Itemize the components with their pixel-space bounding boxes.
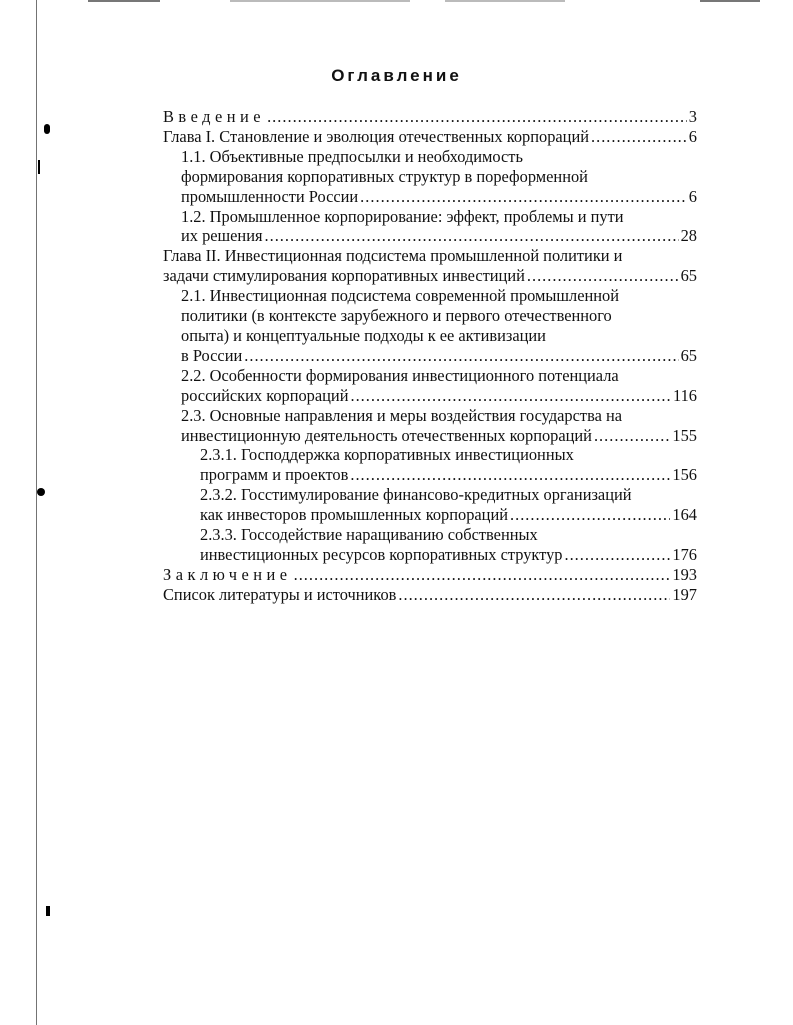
- toc-entry: [163, 525, 697, 565]
- toc-entry-leader-row: [163, 266, 697, 286]
- toc-entry-text: инвестиционную деятельность отечественных корпораций: [181, 425, 592, 445]
- toc-entry-text: российских корпораций: [181, 385, 349, 405]
- toc-entry: [163, 107, 697, 127]
- toc-entry-text: 1.1. Объективные предпосылки и необходимость: [181, 146, 523, 166]
- toc-entry: [163, 286, 697, 366]
- dot-leader: [591, 127, 687, 147]
- page-number: 156: [672, 465, 697, 485]
- scan-mark: [46, 906, 50, 916]
- toc-entry-text: в России: [181, 345, 243, 365]
- dot-leader: [244, 346, 678, 366]
- toc-entry-leader-row: [181, 346, 697, 366]
- page-number: 6: [688, 186, 697, 206]
- toc-entry-text: 2.1. Инвестиционная подсистема современной промышленной: [181, 286, 620, 306]
- toc-entry-text: политики (в контексте зарубежного и первого отечественного: [181, 306, 612, 326]
- page-number: 65: [680, 266, 697, 286]
- toc-entry-text: 2.3.2. Госстимулирование финансово-кредитных организаций: [200, 485, 632, 505]
- toc-entry: [163, 485, 697, 525]
- toc-entry-text: Заключение: [163, 564, 292, 584]
- page-number: 197: [672, 584, 697, 604]
- dot-leader: [350, 386, 671, 406]
- toc-entry-text: Введение: [163, 107, 266, 126]
- toc-entry-text: Список литературы и источников: [163, 584, 397, 604]
- page-number: 193: [672, 564, 697, 584]
- page-number: 6: [688, 126, 697, 146]
- toc-entry: [163, 147, 697, 207]
- scan-top-rule: [88, 0, 160, 2]
- toc-entry: [163, 127, 697, 147]
- toc-entry-text: Глава I. Становление и эволюция отечественных корпораций: [163, 126, 589, 146]
- scan-left-edge: [36, 0, 39, 1025]
- dot-leader: [510, 505, 670, 525]
- toc-entry-text: программ и проектов: [200, 465, 349, 485]
- toc-entry-text: 1.2. Промышленное корпорирование: эффект, проблемы и пути: [181, 206, 624, 226]
- page-number: 176: [672, 544, 697, 564]
- toc-entry-text: промышленности России: [181, 186, 359, 206]
- page-number: 164: [672, 505, 697, 525]
- toc-entry: [163, 207, 697, 247]
- toc-entry: [163, 565, 697, 585]
- dot-leader: [350, 465, 670, 485]
- toc-entry-leader-row: [163, 107, 697, 127]
- toc-entry-leader-row: [200, 465, 697, 485]
- toc-entry-text: как инвесторов промышленных корпораций: [200, 505, 508, 525]
- scan-mark: [37, 488, 45, 496]
- toc-entry: [163, 445, 697, 485]
- scan-top-rule: [230, 0, 410, 2]
- page-number: 28: [680, 226, 697, 246]
- toc-entry: [163, 585, 697, 605]
- toc-entry-leader-row: [181, 226, 697, 246]
- scan-mark: [38, 160, 40, 174]
- toc-entry-text: опыта) и концептуальные подходы к ее активизации: [181, 325, 546, 345]
- page-number: 116: [673, 385, 697, 405]
- dot-leader: [527, 266, 679, 286]
- toc-entry-leader-row: [181, 426, 697, 446]
- toc-entry-text: задачи стимулирования корпоративных инвестиций: [163, 266, 525, 286]
- toc-entry-text: 2.3.1. Господдержка корпоративных инвестиционных: [200, 445, 574, 465]
- dot-leader: [594, 426, 670, 446]
- toc-entry-text: 2.2. Особенности формирования инвестиционного потенциала: [181, 365, 619, 385]
- dot-leader: [267, 107, 687, 127]
- page-number: 3: [688, 107, 697, 126]
- toc-entry-leader-row: [163, 127, 697, 147]
- toc-entry-leader-row: [163, 585, 697, 605]
- dot-leader: [564, 545, 670, 565]
- toc-entry-text: их решения: [181, 226, 263, 246]
- toc-entry-text: формирования корпоративных структур в пореформенной: [181, 166, 588, 186]
- dot-leader: [360, 187, 687, 207]
- toc-entry: [163, 406, 697, 446]
- scan-top-rule: [445, 0, 565, 2]
- page-number: 155: [672, 425, 697, 445]
- toc-entry-text: Глава II. Инвестиционная подсистема промышленной политики и: [163, 246, 623, 266]
- scan-mark: [44, 124, 50, 134]
- toc-entry-text: 2.3. Основные направления и меры воздействия государства на: [181, 405, 623, 425]
- toc-entry: [163, 246, 697, 286]
- toc-entry-text: инвестиционных ресурсов корпоративных структур: [200, 544, 563, 564]
- toc-entry-leader-row: [181, 386, 697, 406]
- page-title: Оглавление: [331, 66, 462, 85]
- toc-entry-leader-row: [163, 565, 697, 585]
- table-of-contents: [163, 107, 697, 605]
- scan-top-rule: [700, 0, 760, 2]
- dot-leader: [294, 565, 671, 585]
- toc-entry-leader-row: [200, 505, 697, 525]
- toc-entry-leader-row: [181, 187, 697, 207]
- page-number: 65: [680, 345, 697, 365]
- toc-entry-leader-row: [200, 545, 697, 565]
- dot-leader: [398, 585, 670, 605]
- toc-entry: [163, 366, 697, 406]
- dot-leader: [265, 226, 679, 246]
- toc-entry-text: 2.3.3. Гоcсодействие наращиванию собственных: [200, 525, 538, 545]
